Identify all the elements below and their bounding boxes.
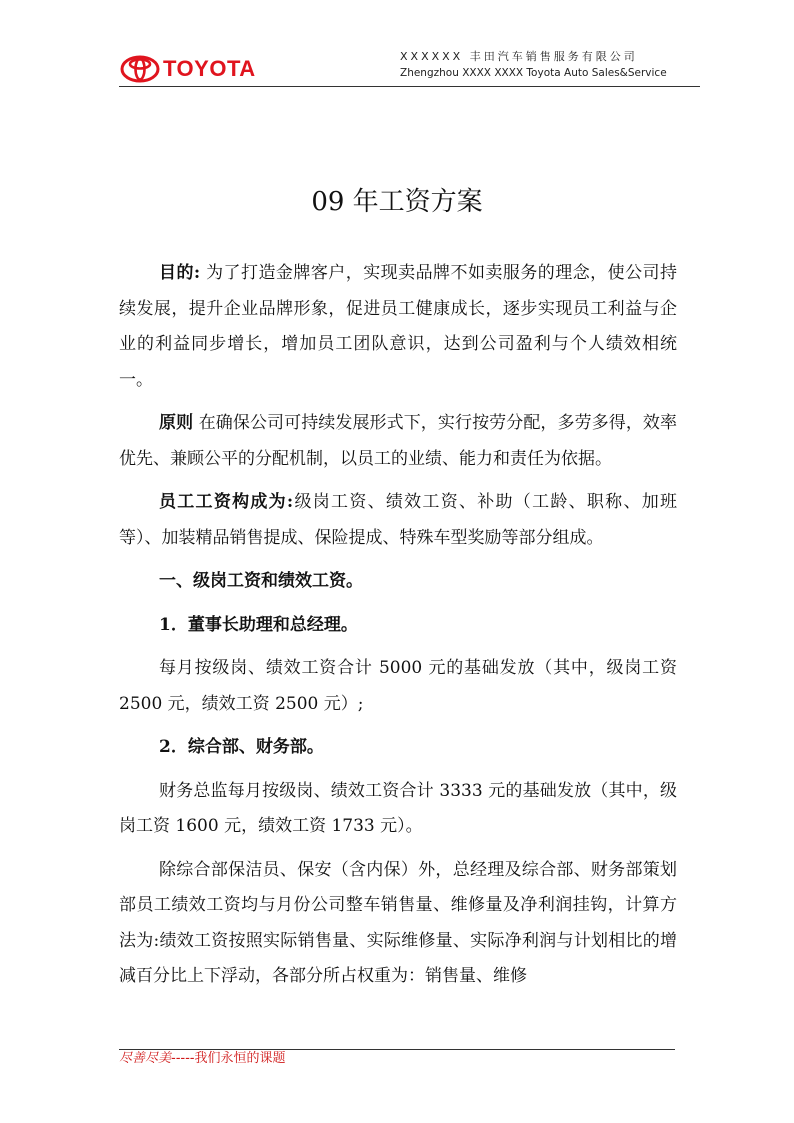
paragraph-text: 级岗工资、绩效工资、补助（工龄、职称、加班等）、加装精品销售提成、保险提成、特殊车型奖励等部分组成。 [119, 492, 678, 548]
paragraph-label: 目的: [159, 263, 201, 283]
toyota-emblem-icon [120, 54, 160, 84]
paragraph-purpose [119, 256, 677, 398]
paragraph-label: 员工工资构成为: [159, 492, 294, 512]
document-body [119, 256, 677, 1003]
paragraph-label: 原则 [159, 413, 194, 433]
company-name-cn: XXXXXX 丰田汽车销售服务有限公司 [400, 50, 638, 63]
subsection-heading-1: 1．董事长助理和总经理。 [159, 614, 358, 635]
paragraph-performance-method: 除综合部保洁员、保安（含内保）外，总经理及综合部、财务部策划部员工绩效工资均与月份公司整车销售量、维修量及净利润挂钩，计算方法为:绩效工资按照实际销售量、实际维修量、实际净利润与计划相比的增减百分比上下浮动，各部分所占权重为：销售量、维修 [119, 859, 677, 986]
company-name-en: Zhengzhou XXXX XXXX Toyota Auto Sales&Service [400, 67, 667, 79]
paragraph-principle [119, 406, 677, 477]
paragraph-text: 为了打造金牌客户，实现卖品牌不如卖服务的理念，使公司持续发展，提升企业品牌形象，促进员工健康成长，逐步实现员工利益与企业的利益同步增长，增加员工团队意识，达到公司盈利与个人绩效相统一。 [119, 263, 678, 390]
section-heading-1: 一、级岗工资和绩效工资。 [159, 571, 363, 591]
footer-slogan-italic: 尽善尽美----- [119, 1051, 195, 1066]
document-title: 09 年工资方案 [311, 187, 483, 217]
footer-slogan-text: 我们永恒的课题 [194, 1051, 286, 1066]
header-divider [119, 86, 700, 87]
company-info [400, 49, 698, 81]
logo-wordmark: TOYOTA [163, 56, 256, 81]
paragraph-director-salary: 每月按级岗、绩效工资合计 5000 元的基础发放（其中，级岗工资 2500 元，绩效工资 2500 元）; [119, 658, 677, 714]
toyota-logo [120, 54, 270, 86]
paragraph-finance-salary: 财务总监每月按级岗、绩效工资合计 3333 元的基础发放（其中，级岗工资 1600 元，绩效工资 1733 元）。 [119, 780, 677, 836]
subsection-heading-2: 2．综合部、财务部。 [159, 737, 324, 757]
footer-slogan [119, 1050, 285, 1068]
paragraph-text: 在确保公司可持续发展形式下，实行按劳分配，多劳多得，效率优先、兼顾公平的分配机制，以员工的业绩、能力和责任为依据。 [119, 413, 678, 469]
paragraph-salary-composition [119, 485, 677, 556]
